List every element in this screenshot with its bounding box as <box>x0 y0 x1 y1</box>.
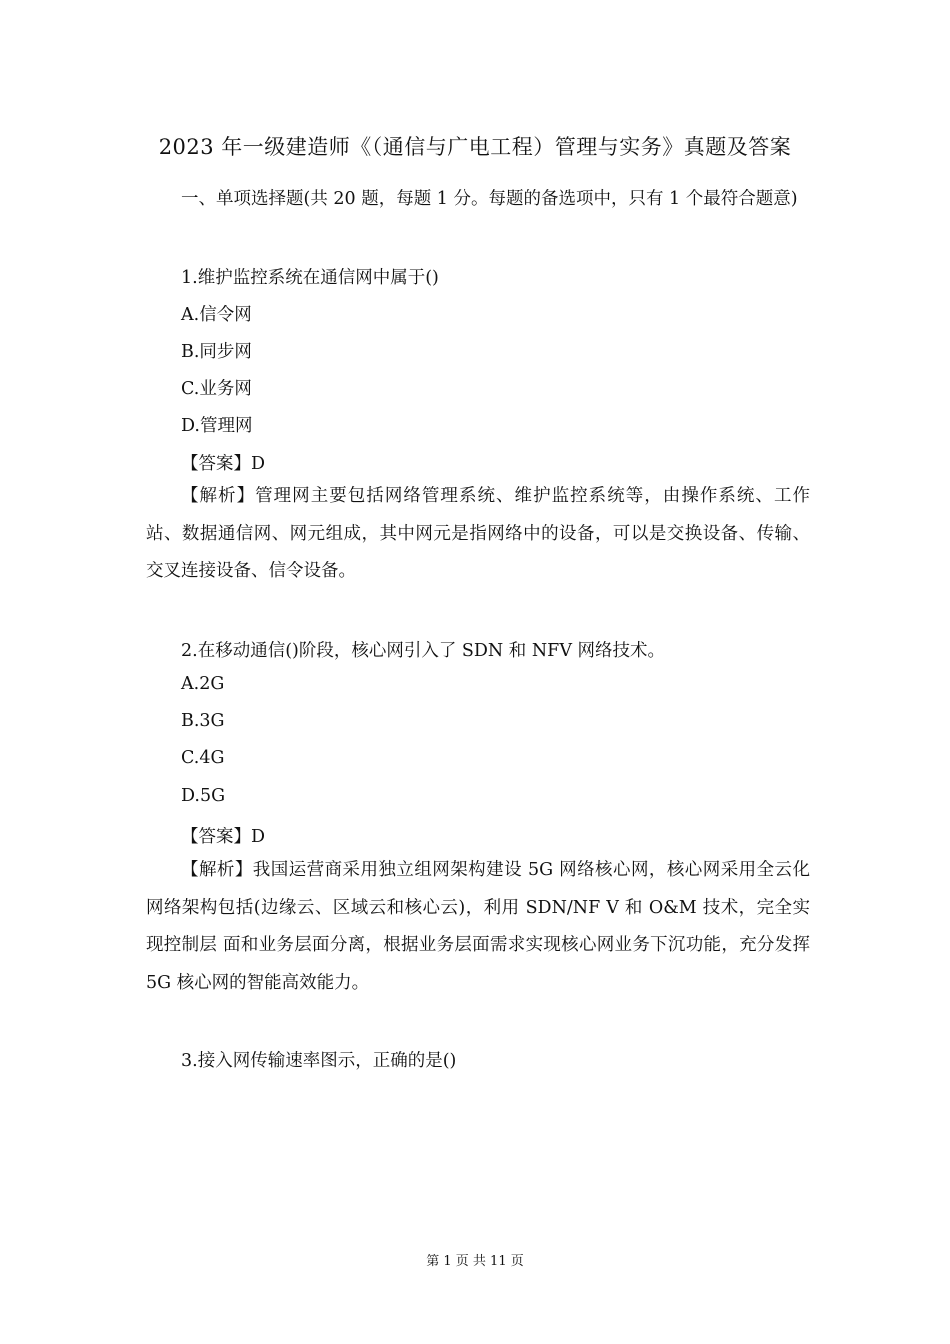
q1-option-a: A.信令网 <box>181 305 252 325</box>
q2-option-a: A.2G <box>181 674 225 694</box>
question-3: 3.接入网传输速率图示，正确的是() <box>181 1051 457 1071</box>
q2-option-b: B.3G <box>181 711 225 731</box>
section-heading: 一、单项选择题(共 20 题，每题 1 分。每题的备选项中，只有 1 个最符合题意) <box>181 189 798 209</box>
q2-option-d: D.5G <box>181 786 226 806</box>
page-footer: 第 1 页 共 11 页 <box>426 1254 524 1269</box>
question-2: 2.在移动通信()阶段，核心网引入了 SDN 和 NFV 网络技术。 <box>181 641 666 661</box>
q2-option-c: C.4G <box>181 748 225 768</box>
document-title: 2023 年一级建造师《（通信与广电工程）管理与实务》真题及答案 <box>158 135 792 159</box>
q1-option-d: D.管理网 <box>181 416 253 436</box>
question-1: 1.维护监控系统在通信网中属于() <box>181 268 439 288</box>
q1-analysis: 【解析】管理网主要包括网络管理系统、维护监控系统等，由操作系统、工作站、数据通信网、网元组成，其中网元是指网络中的设备，可以是交换设备、传输、交叉连接设备、信令设备。 <box>146 486 810 581</box>
q2-answer: 【答案】D <box>181 827 266 847</box>
q1-option-c: C.业务网 <box>181 379 252 399</box>
q2-analysis: 【解析】我国运营商采用独立组网架构建设 5G 网络核心网，核心网采用全云化网络架构包括(边缘云、区域云和核心云)，利用 SDN/NF V 和 O&M 技术，完全实现控制层 面和业务层面分离，根据业务层面需求实现核心网业务下沉功能，充分发挥 5G 核心网的智能高效能力。 <box>146 860 810 993</box>
q1-answer: 【答案】D <box>181 454 266 474</box>
q1-option-b: B.同步网 <box>181 342 252 362</box>
